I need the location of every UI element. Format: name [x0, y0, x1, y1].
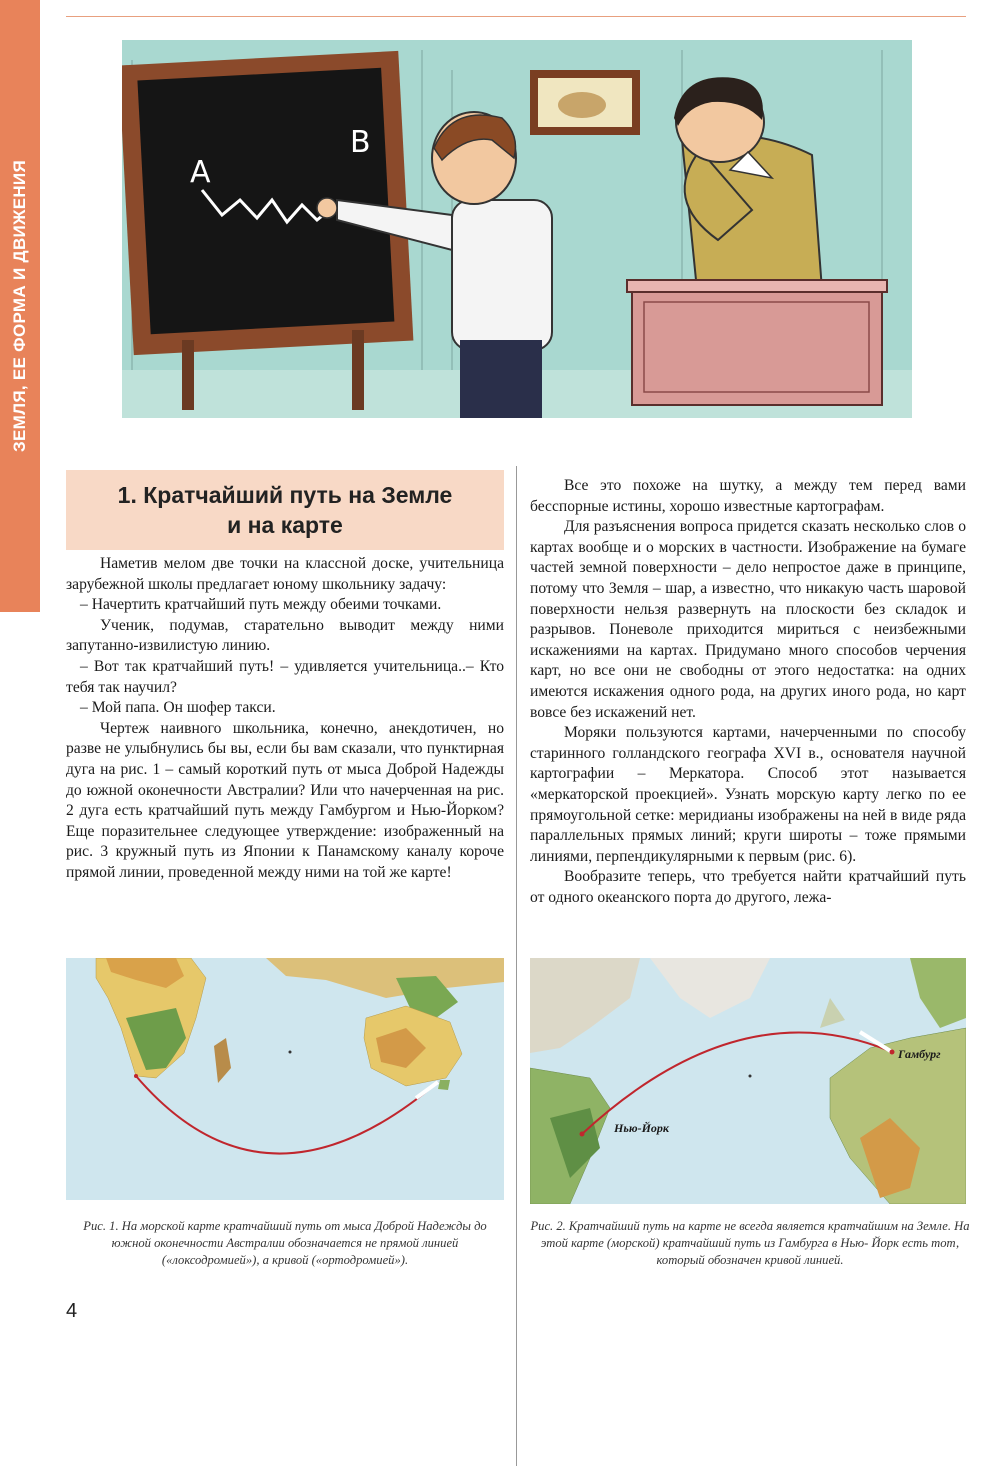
left-column: [66, 554, 504, 884]
column-divider: [516, 466, 517, 1466]
section-header: ЗЕМЛЯ, ЕЕ ФОРМА И ДВИЖЕНИЯ: [10, 160, 29, 452]
right-column: [530, 476, 966, 908]
paragraph: Для разъяснения вопроса придется сказать несколько слов о картах вообще и о морских в частности. Изображение на бумаге частей земной поверхности – дело непростое даже в принципе, потому что Земля – шар, а известно, что никакую часть шаровой поверхности нельзя развернуть на плоскости без складок и разрывов. Поневоле приходится мириться с неизбежными искажениями на картах. Придумано много способов черчения карт, но все они не свободны от этого недостатка: на одних имеются искажения одного рода, на других иного рода, но карт вовсе без искажений нет.: [530, 518, 966, 721]
paragraph: Вообразите теперь, что требуется найти кратчайший путь от одного океанского порта до другого, лежа-: [530, 868, 966, 906]
paragraph: Наметив мелом две точки на классной доске, учительница зарубежной школы предлагает юному школьнику задачу:: [66, 555, 504, 593]
dialogue-line: – Вот так кратчайший путь! – удивляется учительница..– Кто тебя так научил?: [66, 657, 504, 696]
paragraph: Моряки пользуются картами, начерченными по способу старинного голландского географа XVI в., основателя научной картографии – Меркатора. Способ этот называется «меркаторской проекцией». Узнать морскую карту легко по ее прямоугольной сетке: меридианы изображены на ней в виде ряда параллельных прямых линий; круги широты – тоже прямыми линиями, перпендикулярными к первым (рис. 6).: [530, 724, 966, 865]
chapter-title-line1: 1. Кратчайший путь на Земле: [117, 482, 453, 508]
paragraph: Чертеж наивного школьника, конечно, анекдотичен, но разве не улыбнулись бы вы, если бы вам сказали, что пунктирная дуга на рис. 1 – самый короткий путь от мыса Доброй Надежды до южной оконечности Австралии? Или что начерченная на рис. 2 дуга есть кратчайший путь между Гамбургом и Нью-Йорком? Еще поразительнее следующее утверждение: изображенный на рис. 3 кружный путь из Японии к Панамскому каналу короче прямой линии, проведенной между ними на той же карте!: [66, 719, 504, 881]
figure-1-map: [66, 958, 504, 1200]
page-number: 4: [66, 1300, 78, 1322]
chapter-title-line2: и на карте: [227, 512, 343, 538]
section-side-band: [0, 0, 40, 612]
figure-2-map: [530, 958, 966, 1204]
paragraph: Все это похоже на шутку, а между тем перед вами бесспорные истины, хорошо известные картографам.: [530, 477, 966, 515]
top-rule: [66, 16, 966, 17]
board-label-b: B: [350, 125, 371, 160]
label-new-york: Нью-Йорк: [614, 1121, 669, 1135]
chapter-title: [66, 470, 504, 550]
dialogue-line: – Мой папа. Он шофер такси.: [80, 699, 276, 717]
classroom-illustration: [122, 40, 912, 418]
label-hamburg: Гамбург: [898, 1047, 941, 1061]
paragraph: Ученик, подумав, старательно выводит между ними запутанно-извилистую линию.: [66, 616, 504, 655]
board-label-a: A: [190, 155, 211, 190]
dialogue-line: – Начертить кратчайший путь между обеими точками.: [80, 596, 442, 614]
figure-1-caption: Рис. 1. На морской карте кратчайший путь от мыса Доброй Надежды до южной оконечности Австралии обозначается не прямой линией («локсодромией»), а кривой («ортодромией»).: [83, 1219, 487, 1267]
figure-2-caption: Рис. 2. Кратчайший путь на карте не всегда является кратчайшим на Земле. На этой карте (морской) кратчайший путь из Гамбурга в Нью- Йорк есть тот, который обозначен кривой линией.: [530, 1219, 970, 1267]
